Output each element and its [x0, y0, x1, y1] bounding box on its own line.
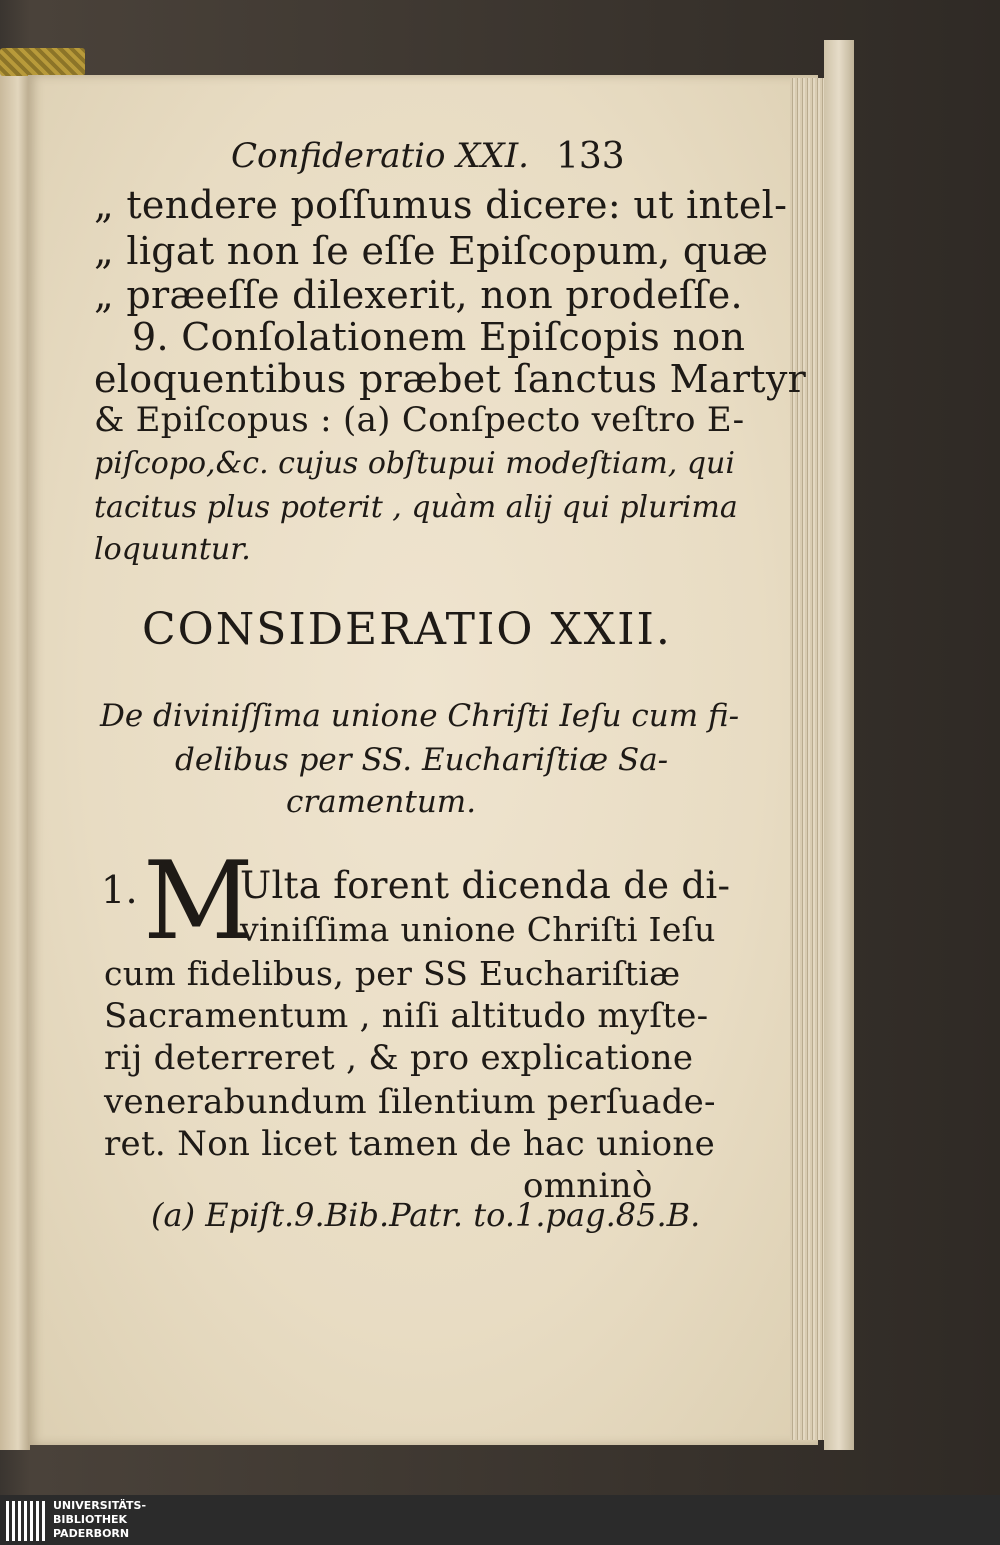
paragraph-line: rij deterreret , & pro explicatione: [104, 1038, 694, 1078]
left-page-edge: [0, 70, 30, 1450]
section-subtitle: cramentum.: [286, 784, 477, 820]
body-line: „ præeſſe dilexerit, non prodeſſe.: [94, 273, 743, 317]
logo-line: BIBLIOTHEK: [53, 1513, 128, 1526]
body-line: & Epiſcopus : (a) Conſpecto veſtro E-: [94, 400, 745, 440]
catchword: omninò: [523, 1166, 653, 1206]
body-line: „ tendere poſſumus dicere: ut intel-: [94, 183, 788, 227]
paragraph-line: Sacramentum , niſi altitudo myſte-: [104, 996, 709, 1036]
library-logo-text: [53, 1499, 146, 1541]
paragraph-line: Ulta forent dicenda de di-: [240, 864, 731, 907]
section-heading: CONSIDERATIO XXII.: [142, 604, 672, 655]
library-footer: [0, 1495, 1000, 1545]
running-header: Confideratio XXI.: [231, 136, 529, 176]
library-logo-icon: [6, 1501, 46, 1541]
body-line: „ ligat non ſe eſſe Epiſcopum, quæ: [94, 229, 769, 273]
section-subtitle: De diviniſſima unione Chriſti Ieſu cum fi-: [100, 698, 740, 734]
logo-line: UNIVERSITÄTS-: [53, 1499, 147, 1512]
body-line: eloquentibus præbet ſanctus Martyr: [94, 357, 807, 401]
paragraph-line: cum fidelibus, per SS Euchariſtiæ: [104, 954, 681, 993]
body-line: loquuntur.: [94, 532, 251, 567]
paragraph-number: 1.: [101, 868, 138, 912]
logo-line: PADERBORN: [53, 1527, 130, 1540]
drop-cap: M: [143, 839, 254, 964]
paragraph-line: ret. Non licet tamen de hac unione: [104, 1124, 716, 1164]
page-number: 133: [556, 136, 625, 177]
page-fore-edge: [790, 78, 824, 1440]
body-line: tacitus plus poterit , quàm alij qui plurima: [94, 490, 738, 525]
bookmark-ribbon: [0, 48, 85, 76]
book-cover-edge: [824, 40, 854, 1450]
paragraph-line: viniſſima unione Chriſti Ieſu: [240, 910, 716, 949]
section-subtitle: delibus per SS. Euchariſtiæ Sa-: [175, 742, 669, 778]
paragraph-line: venerabundum ſilentium perſuade-: [104, 1082, 716, 1122]
footnote: (a) Epiſt.9.Bib.Patr. to.1.pag.85.B.: [151, 1196, 701, 1234]
body-line: 9. Conſolationem Epiſcopis non: [132, 315, 746, 359]
body-line: piſcopo,&c. cujus obſtupui modeſtiam, qui: [94, 446, 735, 481]
